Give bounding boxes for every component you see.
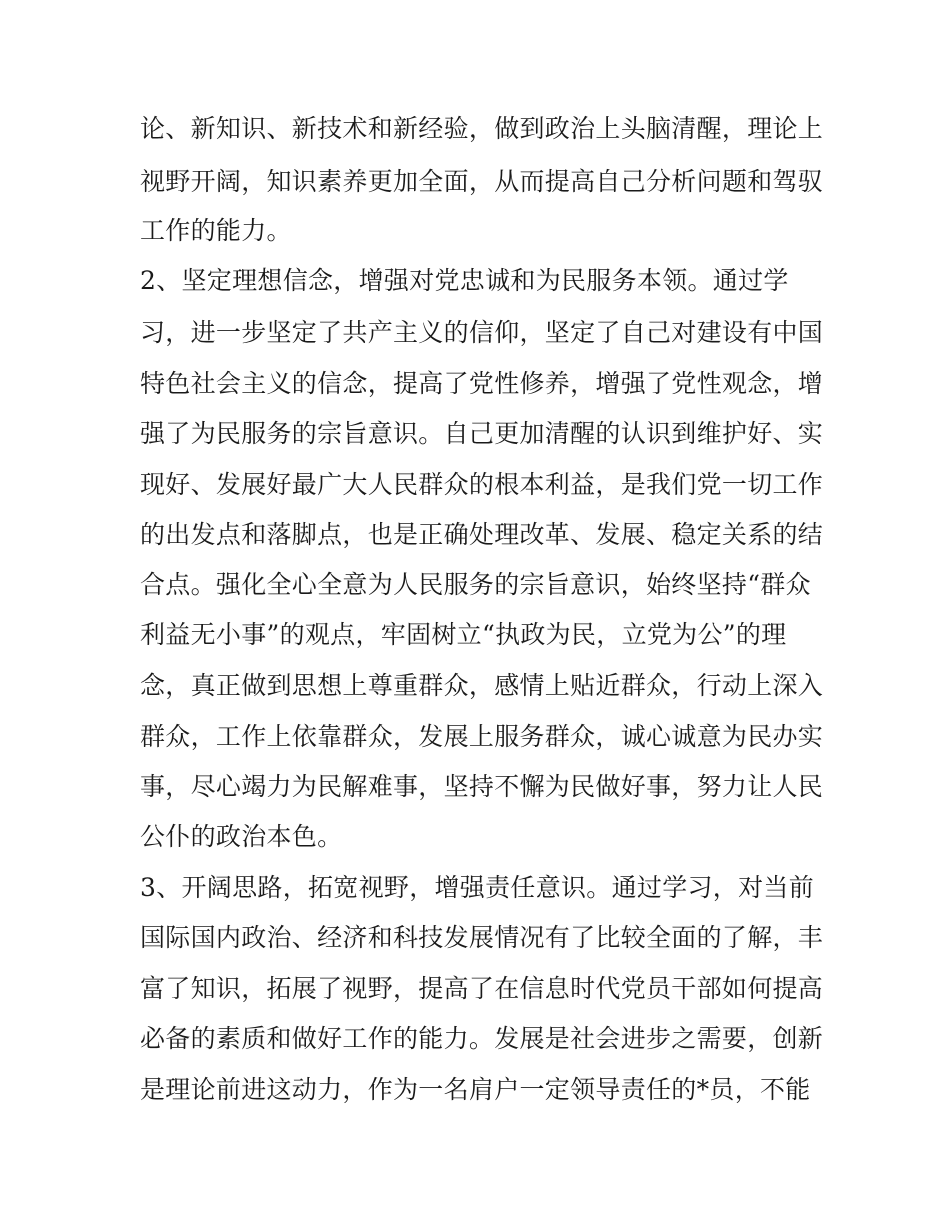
text-line: 事，尽心竭力为民解难事，坚持不懈为民做好事，努力让人民 <box>140 772 824 801</box>
text-line: 特色社会主义的信念，提高了党性修养，增强了党性观念，增 <box>140 369 824 398</box>
text-line: 国际国内政治、经济和科技发展情况有了比较全面的了解，丰 <box>140 923 824 952</box>
text-line: 的出发点和落脚点，也是正确处理改革、发展、稳定关系的结 <box>140 520 824 549</box>
text-line: 现好、发展好最广大人民群众的根本利益，是我们党一切工作 <box>140 470 824 499</box>
text-line: 合点。强化全心全意为人民服务的宗旨意识，始终坚持“群众 <box>140 570 811 599</box>
text-line: 必备的素质和做好工作的能力。发展是社会进步之需要，创新 <box>140 1024 824 1053</box>
text-line: 习，进一步坚定了共产主义的信仰，坚定了自己对建设有中国 <box>140 318 824 347</box>
text-line: 念，真正做到思想上尊重群众，感情上贴近群众，行动上深入 <box>140 671 824 700</box>
text-line: 视野开阔，知识素养更加全面，从而提高自己分析问题和驾驭 <box>140 167 824 196</box>
text-line: 3、开阔思路，拓宽视野，增强责任意识。通过学习，对当前 <box>140 873 815 902</box>
text-line: 群众，工作上依靠群众，发展上服务群众，诚心诚意为民办实 <box>140 722 824 751</box>
text-line: 论、新知识、新技术和新经验，做到政治上头脑清醒，理论上 <box>140 114 824 143</box>
text-line: 公仆的政治本色。 <box>140 822 343 851</box>
text-line: 是理论前进这动力，作为一名肩户一定领导责任的*员，不能 <box>140 1075 811 1104</box>
text-line: 富了知识，拓展了视野，提高了在信息时代党员干部如何提高 <box>140 974 824 1003</box>
text-line: 强了为民服务的宗旨意识。自己更加清醒的认识到维护好、实 <box>140 419 824 448</box>
text-line: 工作的能力。 <box>140 216 292 245</box>
text-line: 利益无小事”的观点，牢固树立“执政为民，立党为公”的理 <box>140 620 787 649</box>
text-line: 2、坚定理想信念，增强对党忠诚和为民服务本领。通过学 <box>140 266 789 295</box>
